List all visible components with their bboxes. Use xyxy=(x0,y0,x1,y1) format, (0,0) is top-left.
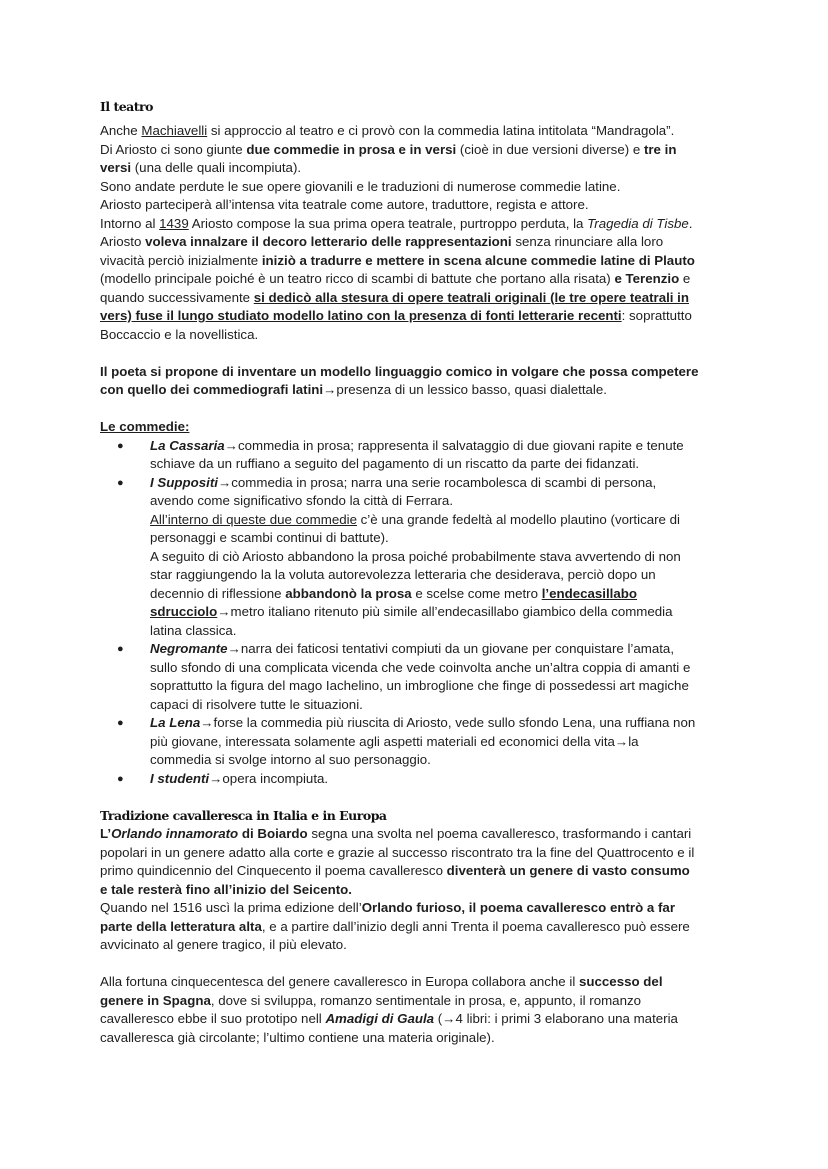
text-line xyxy=(100,918,740,937)
text-run: Anche xyxy=(100,123,142,138)
section-heading: Il teatro xyxy=(100,99,153,114)
text-line xyxy=(100,418,740,437)
bullet-list-item xyxy=(100,437,740,474)
text-run: →opera incompiuta. xyxy=(209,770,329,786)
text-run: Intorno al xyxy=(100,215,160,231)
text-run: →presenza di un lessico basso, quasi dialettale. xyxy=(323,382,607,397)
bullet-list-item xyxy=(100,474,740,641)
text-line xyxy=(100,307,740,326)
text-run: →commedia in prosa; rappresenta il salvataggio di due giovani rapite e tenute xyxy=(224,437,684,453)
text-run: decennio di riflessione xyxy=(150,585,286,601)
text-run: quando successivamente xyxy=(100,289,254,305)
text-line xyxy=(100,992,740,1011)
text-run: I Suppositi xyxy=(150,474,218,490)
text-line xyxy=(100,1029,740,1048)
text-run: due commedie in prosa e in versi xyxy=(246,141,457,157)
text-line xyxy=(100,881,740,900)
text-run: di Boiardo xyxy=(238,826,308,841)
text-run: Quando nel 1516 uscì la prima edizione dell’ xyxy=(100,900,362,915)
text-run: avvicinato al genere tragico, il più elevato. xyxy=(100,937,347,952)
paragraph xyxy=(100,418,740,437)
paragraph xyxy=(100,122,740,344)
text-run: →commedia in prosa; narra una serie rocambolesca di scambi di persona, xyxy=(217,474,657,490)
text-line xyxy=(100,677,740,696)
text-run: iniziò a tradurre e mettere in scena alcune commedie latine di Plauto xyxy=(261,252,695,268)
text-run: Amadigi di Gaula xyxy=(325,1011,435,1026)
text-run: successo del xyxy=(579,974,663,989)
bullet-list-item xyxy=(100,770,740,789)
text-run: All’interno di queste due commedie xyxy=(150,511,357,527)
text-line xyxy=(100,381,740,400)
text-run: Ariosto parteciperà all’intensa vita teatrale come autore, traduttore, regista e attore. xyxy=(100,197,589,212)
text-run: Orlando furioso, il poema cavalleresco entrò a far xyxy=(361,900,676,915)
text-line xyxy=(100,640,740,659)
text-line xyxy=(100,566,740,585)
text-line xyxy=(100,178,740,197)
bullet-list-item xyxy=(100,640,740,714)
text-run: commedia si svolge intorno al suo personaggio. xyxy=(150,752,431,767)
text-run: , dove si sviluppa, romanzo sentimentale in prosa, e, appunto, il romanzo xyxy=(210,992,642,1008)
text-line xyxy=(100,825,740,844)
text-run: Orlando innamorato xyxy=(111,826,239,841)
text-line xyxy=(100,215,740,234)
text-run: voleva innalzare il decoro letterario delle rappresentazioni xyxy=(145,234,512,249)
text-run: →narra dei faticosi tentativi compiuti da un giovane per conquistare l’amata, xyxy=(227,641,675,656)
text-line xyxy=(100,733,740,752)
text-run: abbandonò la prosa xyxy=(285,585,412,601)
text-run: si dedicò alla stesura di opere teatrali originali (le tre opere teatrali in xyxy=(253,289,689,305)
text-line xyxy=(100,233,740,252)
section-heading: Tradizione cavalleresca in Italia e in Europa xyxy=(100,807,387,823)
paragraph xyxy=(100,363,740,400)
blank-line xyxy=(100,788,740,807)
text-line xyxy=(100,899,740,918)
text-line xyxy=(100,252,740,271)
text-run: personaggi e scambi continui di battute). xyxy=(150,530,389,545)
text-line xyxy=(100,122,740,141)
text-run: , e a partire dall’inizio degli anni Trenta il poema cavalleresco può essere xyxy=(261,918,690,934)
text-run: La Cassaria xyxy=(150,437,225,453)
text-run: Alla fortuna cinquecentesca del genere cavalleresco in Europa collabora anche il xyxy=(100,974,579,989)
text-run: diventerà un genere di vasto consumo xyxy=(446,863,690,878)
text-run: Machiavelli xyxy=(141,123,208,138)
text-line xyxy=(100,622,740,641)
text-run: capaci di risolvere tutte le situazioni. xyxy=(150,696,363,712)
text-line xyxy=(100,326,740,345)
text-run: : soprattutto xyxy=(621,308,692,323)
bullet-list-item xyxy=(100,714,740,770)
text-run: genere in Spagna xyxy=(100,992,211,1008)
text-run: L’ xyxy=(100,826,112,841)
text-line xyxy=(100,751,740,770)
document-page xyxy=(100,98,740,1047)
text-run: e tale resterà fino all’inizio del Seicento. xyxy=(100,881,352,897)
text-run: Ariosto compose la sua prima opera teatrale, purtroppo perduta, la xyxy=(188,215,588,231)
text-run: versi xyxy=(100,160,132,175)
text-run: si approccio al teatro e ci provò con la commedia latina intitolata “Mandragola”. xyxy=(207,123,675,138)
text-run: →metro italiano ritenuto più simile all’endecasillabo giambico della commedia xyxy=(217,604,673,619)
text-run: I studenti xyxy=(150,770,210,786)
text-run: (una delle quali incompiuta). xyxy=(131,160,302,175)
text-run: Di Ariosto ci sono giunte xyxy=(100,141,247,157)
text-run: latina classica. xyxy=(150,622,237,638)
text-line xyxy=(100,141,740,160)
text-run: cavalleresca già circolante; l’ultimo contiene una materia originale). xyxy=(100,1029,495,1045)
text-line xyxy=(100,474,740,493)
text-line xyxy=(100,1010,740,1029)
text-line xyxy=(100,603,740,622)
text-run: (modello principale poiché è un teatro ricco di scambi di battute che portano alla risata) xyxy=(100,271,615,286)
text-line xyxy=(100,159,740,178)
text-line xyxy=(100,289,740,308)
text-run: A seguito di ciò Ariosto abbandono la prosa poiché probabilmente stava avvertendo di non xyxy=(150,548,681,564)
text-run: schiave da un ruffiano a seguito del pagamento di un riscatto da parte dei fidanzati. xyxy=(150,456,640,471)
text-line xyxy=(100,529,740,548)
text-run: senza rinunciare alla loro xyxy=(511,234,664,249)
text-run: (→4 libri: i primi 3 elaborano una materia xyxy=(434,1011,678,1026)
bullet-icon: ● xyxy=(117,476,124,489)
text-run: c’è una grande fedeltà al modello plautino (vorticare di xyxy=(356,511,680,527)
bullet-icon: ● xyxy=(117,772,124,785)
text-run: primo quindicennio del Cinquecento il poema cavalleresco xyxy=(100,863,447,878)
text-run: La Lena xyxy=(150,715,201,730)
text-run: sullo sfondo di una complicata vicenda che vede coinvolta anche un’altra coppia di amanti e xyxy=(150,659,691,675)
text-line xyxy=(100,270,740,289)
text-run: tre in xyxy=(643,141,677,157)
text-run: Ariosto xyxy=(100,234,146,249)
text-line xyxy=(100,437,740,456)
text-line xyxy=(100,455,740,474)
text-run: vivacità perciò inizialmente xyxy=(100,252,262,268)
text-run: Boccaccio e la novellistica. xyxy=(100,326,259,342)
text-run: soprattutto la figura del mago Iachelino, un imbroglione che finge di possedessi art magiche xyxy=(150,678,689,693)
text-line xyxy=(100,844,740,863)
paragraph xyxy=(100,973,740,1047)
paragraph xyxy=(100,825,740,955)
text-run: Le commedie: xyxy=(100,419,190,434)
text-run: Sono andate perdute le sue opere giovanili e le traduzioni di numerose commedie latine. xyxy=(100,178,621,194)
text-run: e xyxy=(679,271,691,286)
text-line xyxy=(100,548,740,567)
text-line xyxy=(100,492,740,511)
text-line xyxy=(100,511,740,530)
blank-line xyxy=(100,400,740,419)
text-run: e Terenzio xyxy=(614,271,680,286)
text-run: parte della letteratura alta xyxy=(100,918,262,934)
text-run: segna una svolta nel poema cavalleresco, trasformando i cantari xyxy=(307,826,692,841)
bullet-icon: ● xyxy=(117,717,124,729)
text-run: avendo come significativo sfondo la città di Ferrara. xyxy=(150,493,454,508)
text-run: (cioè in due versioni diverse) e xyxy=(456,141,644,157)
text-run: →forse la commedia più riuscita di Ariosto, vede sullo sfondo Lena, una ruffiana non xyxy=(200,715,696,730)
text-line xyxy=(100,659,740,678)
text-run: Negromante xyxy=(150,641,228,656)
text-line xyxy=(100,196,740,215)
text-line xyxy=(100,936,740,955)
blank-line xyxy=(100,344,740,363)
text-line xyxy=(100,696,740,715)
text-line xyxy=(100,770,740,789)
text-run: star raggiungendo la la voluta autorevolezza letteraria che desiderava, perciò dopo un xyxy=(150,567,656,582)
text-run: cavalleresco ebbe il suo prototipo nell xyxy=(100,1011,326,1026)
text-line xyxy=(100,363,740,382)
text-run: popolari in un genere adatto alla corte e grazie al successo riscontrato tra la fine del Quattrocento e il xyxy=(100,844,695,860)
bullet-icon: ● xyxy=(117,439,124,452)
text-run: con quello dei commediografi latini xyxy=(100,382,324,397)
blank-line xyxy=(100,955,740,974)
text-run: Il poeta si propone di inventare un modello linguaggio comico in volgare che possa competere xyxy=(100,363,699,379)
text-run: . xyxy=(688,215,693,231)
text-run: 1439 xyxy=(159,215,189,231)
text-line xyxy=(100,862,740,881)
text-line xyxy=(100,714,740,733)
text-run: più giovane, interessata solamente agli aspetti materiali ed economici della vita→la xyxy=(150,733,639,749)
text-run: Tragedia di Tisbe xyxy=(587,215,689,231)
bullet-icon: ● xyxy=(117,643,124,655)
text-line xyxy=(100,973,740,992)
text-run: vers) fuse il lungo studiato modello latino con la presenza di fonti letterarie recenti xyxy=(100,308,622,323)
text-run: l’endecasillabo xyxy=(541,585,638,601)
text-run: sdrucciolo xyxy=(150,604,218,619)
text-run: e scelse come metro xyxy=(411,585,542,601)
text-line xyxy=(100,585,740,604)
